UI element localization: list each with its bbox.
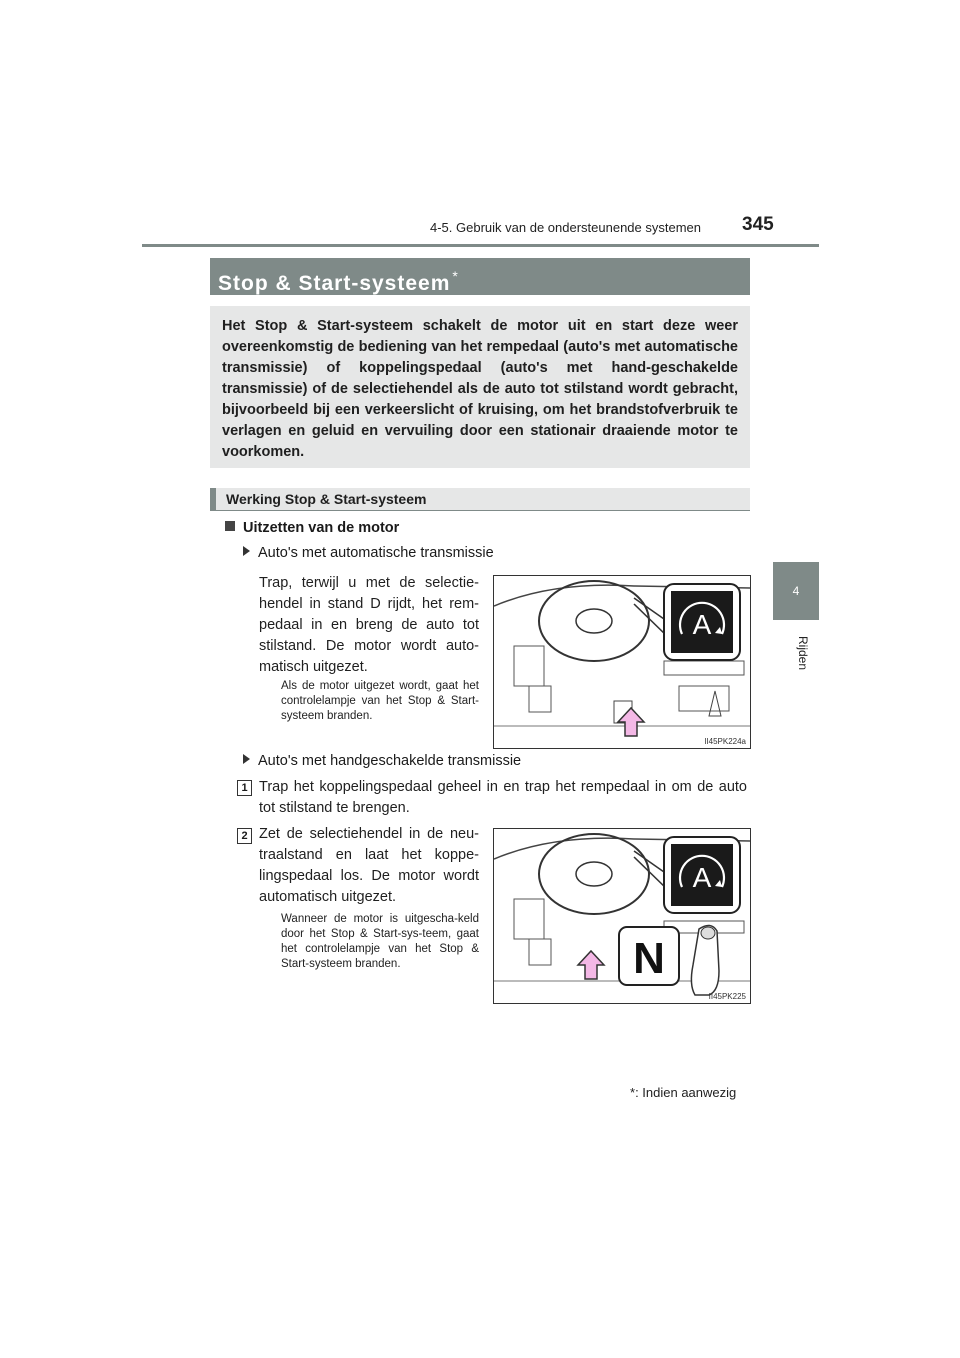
figure-automatic (493, 575, 751, 749)
subheading: Werking Stop & Start-systeem (210, 488, 750, 511)
page-title-text: Stop & Start-systeem (218, 272, 451, 295)
indicator-letter: A (692, 862, 712, 893)
dashboard-manual-illustration (494, 829, 750, 1003)
chapter-tab: 4 (773, 562, 819, 620)
header-section-title: 4-5. Gebruik van de ondersteunende systemen (430, 220, 702, 235)
step-number-2: 2 (237, 828, 252, 844)
header-divider (142, 244, 819, 247)
figure-code: II45PK225 (708, 992, 746, 1001)
square-bullet-icon (225, 521, 235, 531)
automatic-instruction: Trap, terwijl u met de selectie-hendel in stand D rijdt, het rem-pedaal in en breng de auto tot stilstand. De motor wordt auto-matisch uitgezet. (259, 575, 479, 675)
title-asterisk: * (452, 268, 459, 284)
footnote-asterisk: * (630, 1085, 636, 1100)
bullet-manual (243, 753, 521, 769)
page-number: 345 (742, 214, 774, 235)
triangle-bullet-icon (243, 546, 250, 556)
section-heading-text: Uitzetten van de motor (243, 520, 400, 536)
intro-paragraph: Het Stop & Start-systeem schakelt de motor uit en start deze weer overeenkomstig de bediening van het rempedaal (auto's met automatische transmissie) of koppelingspedaal (auto's met hand-geschakelde transmissie) of de selectiehendel als de auto tot stilstand wordt gebracht, bijvoorbeeld bij een verkeerslicht of kruising, om het brandstofverbruik te verlagen en geluid en vervuiling door een stationair draaiende motor te voorkomen. (210, 306, 750, 468)
page-title (210, 258, 750, 295)
step-number-1: 1 (237, 780, 252, 796)
step-1-text: Trap het koppelingspedaal geheel in en trap het rempedaal in om de auto tot stilstand te brengen. (259, 779, 747, 816)
section-heading (225, 520, 399, 536)
triangle-bullet-icon (243, 754, 250, 764)
gear-letter: N (633, 934, 665, 983)
automatic-note: Als de motor uitgezet wordt, gaat het controlelampje van het Stop & Start-systeem branden. (281, 680, 479, 722)
chapter-label: Rijden (796, 636, 810, 671)
step-2-text: Zet de selectiehendel in de neu-traalstand en laat het koppe-lingspedaal los. De motor wordt automatisch uitgezet. (259, 826, 479, 905)
indicator-letter: A (692, 609, 712, 640)
bullet-automatic-text: Auto's met automatische transmissie (258, 545, 494, 561)
footnote (630, 1085, 736, 1100)
dashboard-automatic-illustration (494, 576, 750, 748)
footnote-text: : Indien aanwezig (635, 1085, 737, 1100)
figure-manual (493, 828, 751, 1004)
manual-note: Wanneer de motor is uitgescha-keld door het Stop & Start-sys-teem, gaat het controlelampje van het Stop & Start-systeem branden. (281, 913, 479, 970)
bullet-manual-text: Auto's met handgeschakelde transmissie (258, 753, 522, 769)
figure-code: II45PK224a (704, 737, 746, 746)
bullet-automatic (243, 545, 494, 561)
